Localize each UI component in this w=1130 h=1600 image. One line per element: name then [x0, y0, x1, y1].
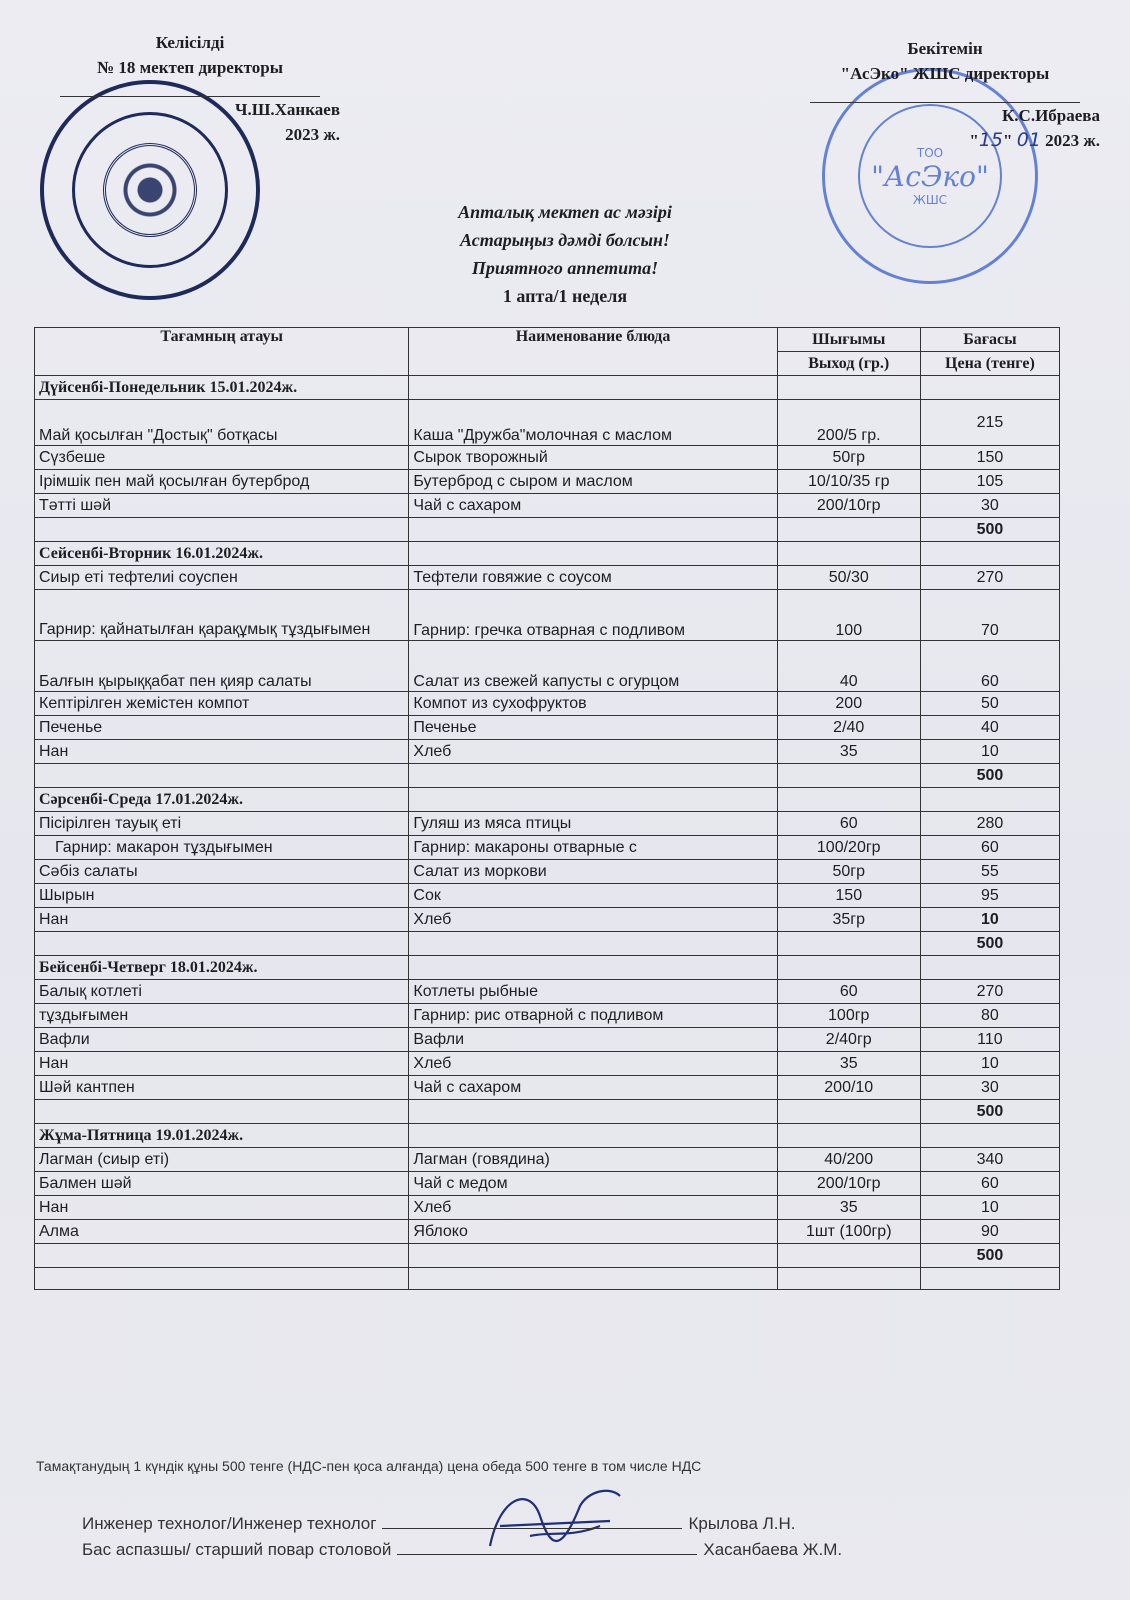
seal-text-center: "АсЭко": [871, 159, 989, 193]
header-output-ru: Выход (гр.): [777, 352, 920, 376]
dish-kz: Шырын: [35, 884, 409, 908]
dish-price: 150: [920, 446, 1059, 470]
header-price-kz: Бағасы: [920, 328, 1059, 352]
dish-ru: Хлеб: [409, 1196, 777, 1220]
total-row: [35, 1100, 1060, 1124]
dish-price: 30: [920, 494, 1059, 518]
approval-block-right: [790, 36, 1100, 153]
dish-output: 100: [777, 590, 920, 641]
dish-output: 50/30: [777, 566, 920, 590]
weekly-menu-table: [34, 327, 1060, 1290]
dish-price: 10: [920, 1196, 1059, 1220]
day-row: [35, 376, 1060, 400]
dish-ru: Хлеб: [409, 1052, 777, 1076]
dish-price: 215: [920, 400, 1059, 446]
dish-ru: Салат из свежей капусты с огурцом: [409, 641, 777, 692]
dish-output: 200/10гр: [777, 494, 920, 518]
table-row: [35, 980, 1060, 1004]
dish-kz: Нан: [35, 740, 409, 764]
dish-kz: Балмен шәй: [35, 1172, 409, 1196]
menu-greeting-ru: Приятного аппетита!: [471, 258, 659, 278]
dish-output: 50гр: [777, 446, 920, 470]
dish-output: 35гр: [777, 908, 920, 932]
dish-ru: Сок: [409, 884, 777, 908]
signature-line-left: [60, 82, 320, 97]
table-row: [35, 590, 1060, 641]
table-row: [35, 740, 1060, 764]
dish-ru: Лагман (говядина): [409, 1148, 777, 1172]
table-row: [35, 1028, 1060, 1052]
header-dish-kz: Тағамның атауы: [35, 328, 409, 376]
dish-output: 2/40: [777, 716, 920, 740]
day-label: Дүйсенбі-Понедельник 15.01.2024ж.: [35, 376, 409, 400]
dish-price: 10: [920, 740, 1059, 764]
dish-price: 50: [920, 692, 1059, 716]
table-row: [35, 1052, 1060, 1076]
day-label: Сейсенбі-Вторник 16.01.2024ж.: [35, 542, 409, 566]
dish-price: 270: [920, 566, 1059, 590]
cook-signature-line: [397, 1540, 697, 1555]
day-label: Жұма-Пятница 19.01.2024ж.: [35, 1124, 409, 1148]
dish-kz: Алма: [35, 1220, 409, 1244]
dish-kz: Лагман (сиыр еті): [35, 1148, 409, 1172]
dish-price: 60: [920, 641, 1059, 692]
table-row: [35, 1172, 1060, 1196]
table-row: [35, 470, 1060, 494]
dish-ru: Хлеб: [409, 908, 777, 932]
dish-kz: Тәтті шәй: [35, 494, 409, 518]
dish-ru: Котлеты рыбные: [409, 980, 777, 1004]
dish-ru: Гарнир: гречка отварная с подливом: [409, 590, 777, 641]
dish-price: 270: [920, 980, 1059, 1004]
dish-kz: Балғын қырыққабат пен қияр салаты: [35, 641, 409, 692]
table-row: [35, 836, 1060, 860]
day-label: Бейсенбі-Четверг 18.01.2024ж.: [35, 956, 409, 980]
table-row: [35, 1196, 1060, 1220]
date-year: 2023 ж.: [1045, 131, 1100, 150]
dish-price: 70: [920, 590, 1059, 641]
dish-kz: Нан: [35, 1196, 409, 1220]
dish-ru: Сырок творожный: [409, 446, 777, 470]
dish-kz: Гарнир: макарон тұздығымен: [35, 836, 409, 860]
day-row: [35, 542, 1060, 566]
approval-left-name: Ч.Ш.Ханкаев: [235, 100, 340, 119]
total-row: [35, 764, 1060, 788]
table-row: [35, 692, 1060, 716]
dish-price: 60: [920, 836, 1059, 860]
approval-right-name: К.С.Ибраева: [1001, 106, 1100, 125]
dish-ru: Гарнир: макароны отварные с: [409, 836, 777, 860]
dish-kz: Сүзбеше: [35, 446, 409, 470]
dish-price: 55: [920, 860, 1059, 884]
dish-output: 200/10: [777, 1076, 920, 1100]
table-row: [35, 1220, 1060, 1244]
dish-kz: Гарнир: қайнатылған қарақұмық тұздығымен: [35, 590, 409, 641]
header-price-ru: Цена (тенге): [920, 352, 1059, 376]
dish-kz: Печенье: [35, 716, 409, 740]
dish-ru: Салат из моркови: [409, 860, 777, 884]
approval-left-date: 2023 ж.: [285, 125, 340, 144]
table-row: [35, 908, 1060, 932]
table-row: [35, 641, 1060, 692]
day-total: 500: [920, 1100, 1059, 1124]
cook-role: Бас аспазшы/ старший повар столовой: [82, 1540, 392, 1559]
dish-price: 95: [920, 884, 1059, 908]
table-row: [35, 1004, 1060, 1028]
menu-week-label: 1 апта/1 неделя: [502, 286, 628, 306]
table-row: [35, 1148, 1060, 1172]
dish-output: 1шт (100гр): [777, 1220, 920, 1244]
date-month-handwritten: 01: [1016, 129, 1041, 151]
engineer-name: Крылова Л.Н.: [688, 1514, 796, 1533]
dish-price: 80: [920, 1004, 1059, 1028]
dish-kz: Шәй кантпен: [35, 1076, 409, 1100]
dish-kz: Нан: [35, 1052, 409, 1076]
approval-right-heading: Бекітемін: [907, 39, 983, 58]
table-row: [35, 494, 1060, 518]
cook-name: Хасанбаева Ж.М.: [703, 1540, 843, 1559]
total-row: [35, 1244, 1060, 1268]
dish-output: 150: [777, 884, 920, 908]
total-row: [35, 518, 1060, 542]
dish-ru: Яблоко: [409, 1220, 777, 1244]
dish-price: 340: [920, 1148, 1059, 1172]
dish-kz: Сәбіз салаты: [35, 860, 409, 884]
day-label: Сәрсенбі-Среда 17.01.2024ж.: [35, 788, 409, 812]
approval-left-heading: Келісілді: [155, 33, 225, 52]
dish-kz: тұздығымен: [35, 1004, 409, 1028]
day-row: [35, 1124, 1060, 1148]
empty-row: [35, 1268, 1060, 1290]
dish-ru: Печенье: [409, 716, 777, 740]
price-note: Тамақтанудың 1 күндік құны 500 тенге (НДС-пен қоса алғанда) цена обеда 500 тенге в том числе НДС: [36, 1458, 702, 1474]
dish-ru: Гуляш из мяса птицы: [409, 812, 777, 836]
dish-kz: Сиыр еті тефтелиі соуспен: [35, 566, 409, 590]
signature-row-engineer: [82, 1514, 796, 1534]
menu-title-block: [0, 198, 1130, 310]
dish-kz: Ірімшік пен май қосылған бутерброд: [35, 470, 409, 494]
dish-output: 200/10гр: [777, 1172, 920, 1196]
dish-price: 105: [920, 470, 1059, 494]
approval-left-position: № 18 мектеп директоры: [97, 58, 283, 77]
dish-output: 40: [777, 641, 920, 692]
signature-row-cook: [82, 1540, 842, 1560]
dish-price: 90: [920, 1220, 1059, 1244]
signature-line-right: [810, 88, 1080, 103]
dish-price: 40: [920, 716, 1059, 740]
dish-kz: Нан: [35, 908, 409, 932]
approval-right-date: "15" 01 2023 ж.: [969, 129, 1100, 151]
seal-text-top: ТОО: [916, 145, 944, 160]
dish-output: 35: [777, 740, 920, 764]
dish-ru: Каша "Дружба"молочная с маслом: [409, 400, 777, 446]
table-row: [35, 446, 1060, 470]
dish-output: 2/40гр: [777, 1028, 920, 1052]
total-row: [35, 932, 1060, 956]
day-total: 500: [920, 1244, 1059, 1268]
menu-title-kz: Апталық мектеп ас мәзірі: [458, 202, 672, 222]
dish-output: 200/5 гр.: [777, 400, 920, 446]
engineer-role: Инженер технолог/Инженер технолог: [82, 1514, 377, 1533]
dish-ru: Чай с сахаром: [409, 494, 777, 518]
seal-text-bottom: ЖШС: [912, 192, 948, 207]
dish-kz: Вафли: [35, 1028, 409, 1052]
dish-kz: Кептірілген жемістен компот: [35, 692, 409, 716]
dish-output: 40/200: [777, 1148, 920, 1172]
dish-output: 35: [777, 1196, 920, 1220]
dish-ru: Тефтели говяжие с соусом: [409, 566, 777, 590]
dish-output: 50гр: [777, 860, 920, 884]
dish-ru: Чай с сахаром: [409, 1076, 777, 1100]
dish-price: 10: [920, 908, 1059, 932]
table-row: [35, 566, 1060, 590]
dish-ru: Хлеб: [409, 740, 777, 764]
dish-price: 110: [920, 1028, 1059, 1052]
header-dish-ru: Наименование блюда: [409, 328, 777, 376]
table-row: [35, 884, 1060, 908]
dish-output: 200: [777, 692, 920, 716]
day-row: [35, 788, 1060, 812]
menu-greeting-kz: Астарыңыз дәмді болсын!: [460, 230, 670, 250]
dish-ru: Компот из сухофруктов: [409, 692, 777, 716]
engineer-signature-line: [382, 1514, 682, 1529]
dish-ru: Вафли: [409, 1028, 777, 1052]
header-output-kz: Шығымы: [777, 328, 920, 352]
dish-kz: Пісірілген тауық еті: [35, 812, 409, 836]
dish-price: 280: [920, 812, 1059, 836]
dish-output: 10/10/35 гр: [777, 470, 920, 494]
table-row: [35, 400, 1060, 446]
day-total: 500: [920, 764, 1059, 788]
dish-output: 100/20гр: [777, 836, 920, 860]
dish-output: 60: [777, 812, 920, 836]
dish-price: 60: [920, 1172, 1059, 1196]
dish-output: 35: [777, 1052, 920, 1076]
day-row: [35, 956, 1060, 980]
dish-ru: Бутерброд с сыром и маслом: [409, 470, 777, 494]
table-row: [35, 716, 1060, 740]
approval-right-position: "АсЭко" ЖШС директоры: [840, 64, 1050, 83]
dish-ru: Чай с медом: [409, 1172, 777, 1196]
dish-kz: Май қосылған "Достық" ботқасы: [35, 400, 409, 446]
date-day-handwritten: 15: [978, 129, 1004, 151]
table-row: [35, 1076, 1060, 1100]
dish-output: 100гр: [777, 1004, 920, 1028]
table-row: [35, 860, 1060, 884]
dish-kz: Балық котлеті: [35, 980, 409, 1004]
dish-price: 30: [920, 1076, 1059, 1100]
day-total: 500: [920, 932, 1059, 956]
dish-ru: Гарнир: рис отварной с подливом: [409, 1004, 777, 1028]
approval-block-left: [40, 30, 340, 147]
dish-price: 10: [920, 1052, 1059, 1076]
dish-output: 60: [777, 980, 920, 1004]
table-row: [35, 812, 1060, 836]
day-total: 500: [920, 518, 1059, 542]
